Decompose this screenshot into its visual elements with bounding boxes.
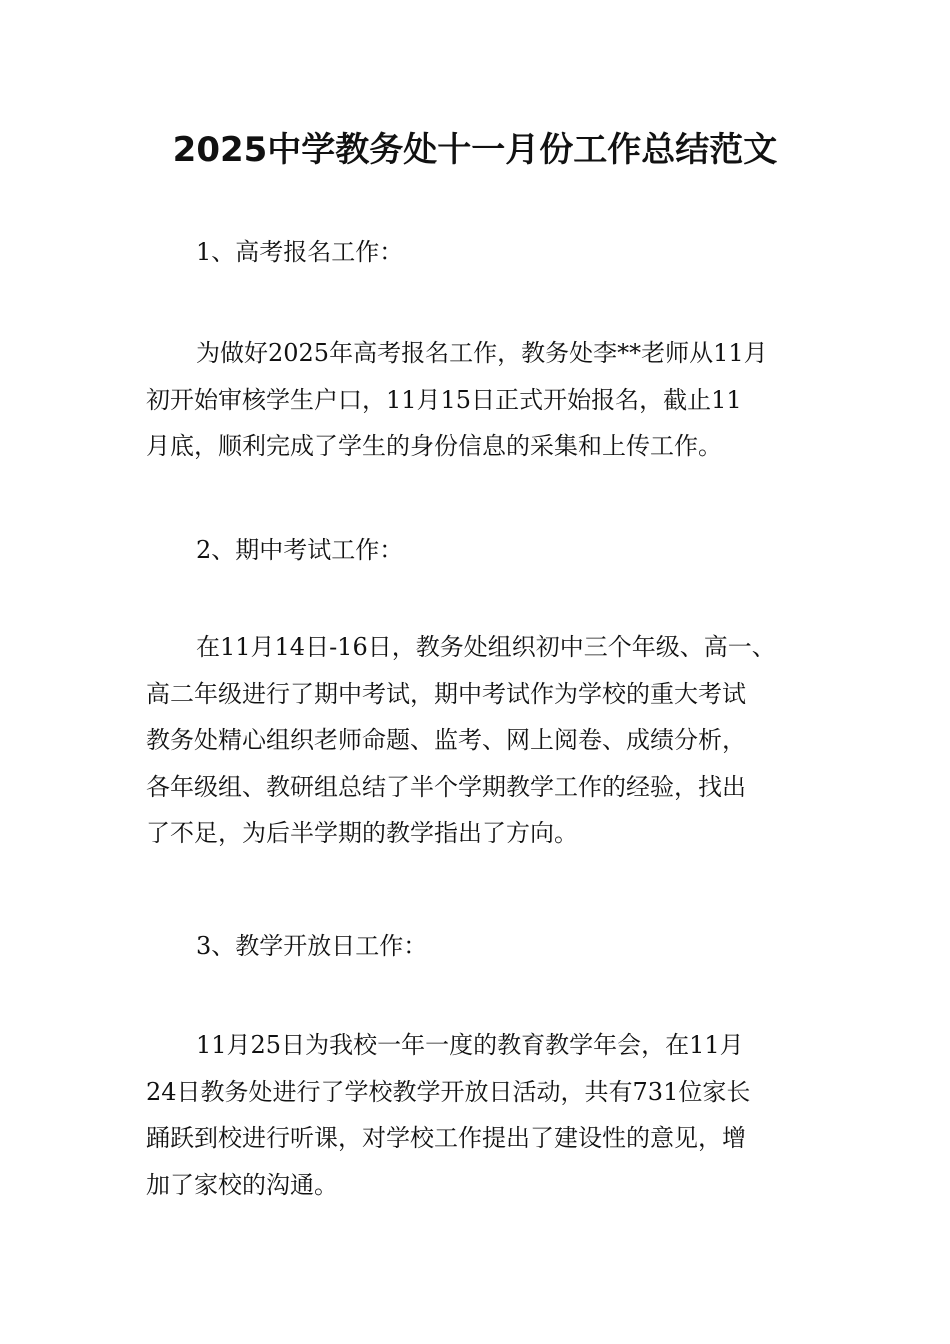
paragraph-line: 11月25日为我校一年一度的教育教学年会，在11月	[196, 1031, 744, 1059]
section-paragraph-2	[146, 624, 826, 857]
section-paragraph-3	[146, 1022, 826, 1208]
paragraph-line: 在11月14日-16日，教务处组织初中三个年级、高一、	[196, 633, 776, 661]
paragraph-line: 24日教务处进行了学校教学开放日活动，共有731位家长	[146, 1077, 751, 1106]
paragraph-line: 加了家校的沟通。	[146, 1170, 338, 1199]
paragraph-line: 踊跃到校进行听课，对学校工作提出了建设性的意见，增	[146, 1124, 746, 1152]
paragraph-line: 高二年级进行了期中考试，期中考试作为学校的重大考试	[146, 679, 746, 708]
paragraph-line: 为做好2025年高考报名工作，教务处李**老师从11月	[196, 339, 768, 367]
section-heading-1: 1、高考报名工作：	[196, 238, 404, 266]
paragraph-line: 月底，顺利完成了学生的身份信息的采集和上传工作。	[146, 432, 722, 460]
paragraph-line: 各年级组、教研组总结了半个学期教学工作的经验，找出	[146, 772, 746, 801]
section-heading-3: 3、教学开放日工作：	[196, 932, 428, 960]
paragraph-line: 初开始审核学生户口，11月15日正式开始报名，截止11	[146, 385, 742, 414]
paragraph-line: 教务处精心组织老师命题、监考、网上阅卷、成绩分析，	[146, 726, 746, 754]
section-paragraph-1	[146, 330, 826, 470]
paragraph-line: 了不足，为后半学期的教学指出了方向。	[146, 819, 578, 847]
section-heading-2: 2、期中考试工作：	[196, 536, 404, 564]
document-title: 2025中学教务处十一月份工作总结范文	[172, 130, 778, 170]
